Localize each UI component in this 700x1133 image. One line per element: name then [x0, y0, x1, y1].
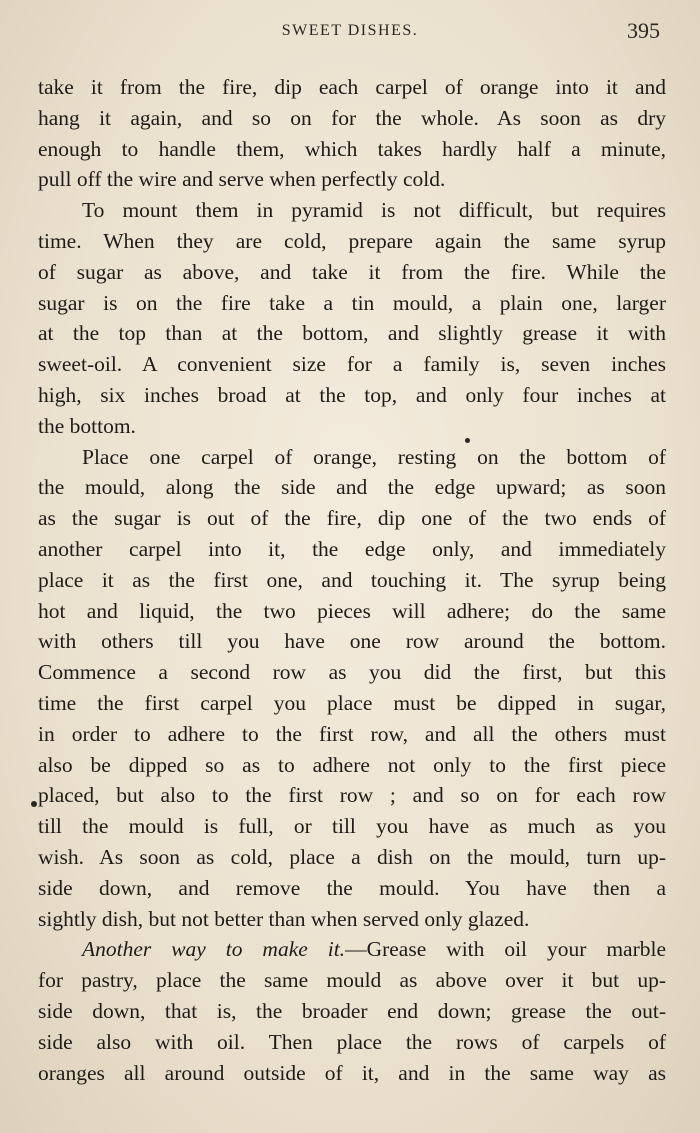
text-line: sweet-oil. A convenient size for a family is, seven inches: [38, 352, 666, 377]
text-line: placed, but also to the first row ; and so on for each row: [38, 783, 666, 808]
text-line: till the mould is full, or till you have as much as you: [38, 814, 666, 839]
text-line: hot and liquid, the two pieces will adhere; do the same: [38, 598, 666, 623]
section-heading-italic: Another way to make it.: [82, 937, 346, 962]
text-line: the bottom.: [38, 413, 136, 438]
text-line: pull off the wire and serve when perfectly cold.: [38, 167, 446, 192]
text-line: To mount them in pyramid is not difficult, but requires: [82, 198, 666, 223]
text-line: enough to handle them, which takes hardly half a minute,: [38, 136, 666, 161]
text-line: at the top than at the bottom, and slightly grease it with: [38, 321, 666, 346]
text-line: for pastry, place the same mould as above over it but up-: [38, 968, 666, 993]
text-line: side down, and remove the mould. You have then a: [38, 875, 666, 900]
text-line-rest: —Grease with oil your marble: [345, 937, 667, 962]
text-line: place it as the first one, and touching it. The syrup being: [38, 567, 666, 592]
text-line: oranges all around outside of it, and in the same way as: [38, 1060, 666, 1085]
text-line: the mould, along the side and the edge upward; as soon: [38, 475, 666, 500]
text-line: side also with oil. Then place the rows of carpels of: [38, 1029, 666, 1054]
text-line: [38, 934, 666, 965]
text-line: another carpel into it, the edge only, and immediately: [38, 536, 666, 561]
running-header: [40, 18, 660, 44]
text-line: sugar is on the fire take a tin mould, a plain one, larger: [38, 290, 666, 315]
text-line: time the first carpel you place must be dipped in sugar,: [38, 690, 666, 715]
text-line: also be dipped so as to adhere not only to the first piece: [38, 752, 666, 777]
body-text: [38, 72, 666, 1088]
text-line: in order to adhere to the first row, and all the others must: [38, 721, 666, 746]
text-line: hang it again, and so on for the whole. As soon as dry: [38, 105, 666, 130]
text-line: Place one carpel of orange, resting on the bottom of: [82, 444, 666, 469]
text-line: sightly dish, but not better than when served only glazed.: [38, 906, 530, 931]
ink-speck: [31, 801, 37, 807]
text-line: of sugar as above, and take it from the fire. While the: [38, 259, 666, 284]
text-line: as the sugar is out of the fire, dip one of the two ends of: [38, 506, 666, 531]
text-line: Commence a second row as you did the first, but this: [38, 660, 666, 685]
page-number: 395: [627, 18, 660, 43]
text-line: time. When they are cold, prepare again the same syrup: [38, 228, 666, 253]
text-line: take it from the fire, dip each carpel of orange into it and: [38, 75, 666, 99]
text-line: high, six inches broad at the top, and only four inches at: [38, 382, 666, 407]
text-line: wish. As soon as cold, place a dish on the mould, turn up-: [38, 844, 666, 869]
ink-speck: [465, 438, 470, 443]
running-title: SWEET DISHES.: [281, 22, 419, 39]
text-line: side down, that is, the broader end down; grease the out-: [38, 998, 666, 1023]
text-line: with others till you have one row around the bottom.: [38, 629, 666, 654]
